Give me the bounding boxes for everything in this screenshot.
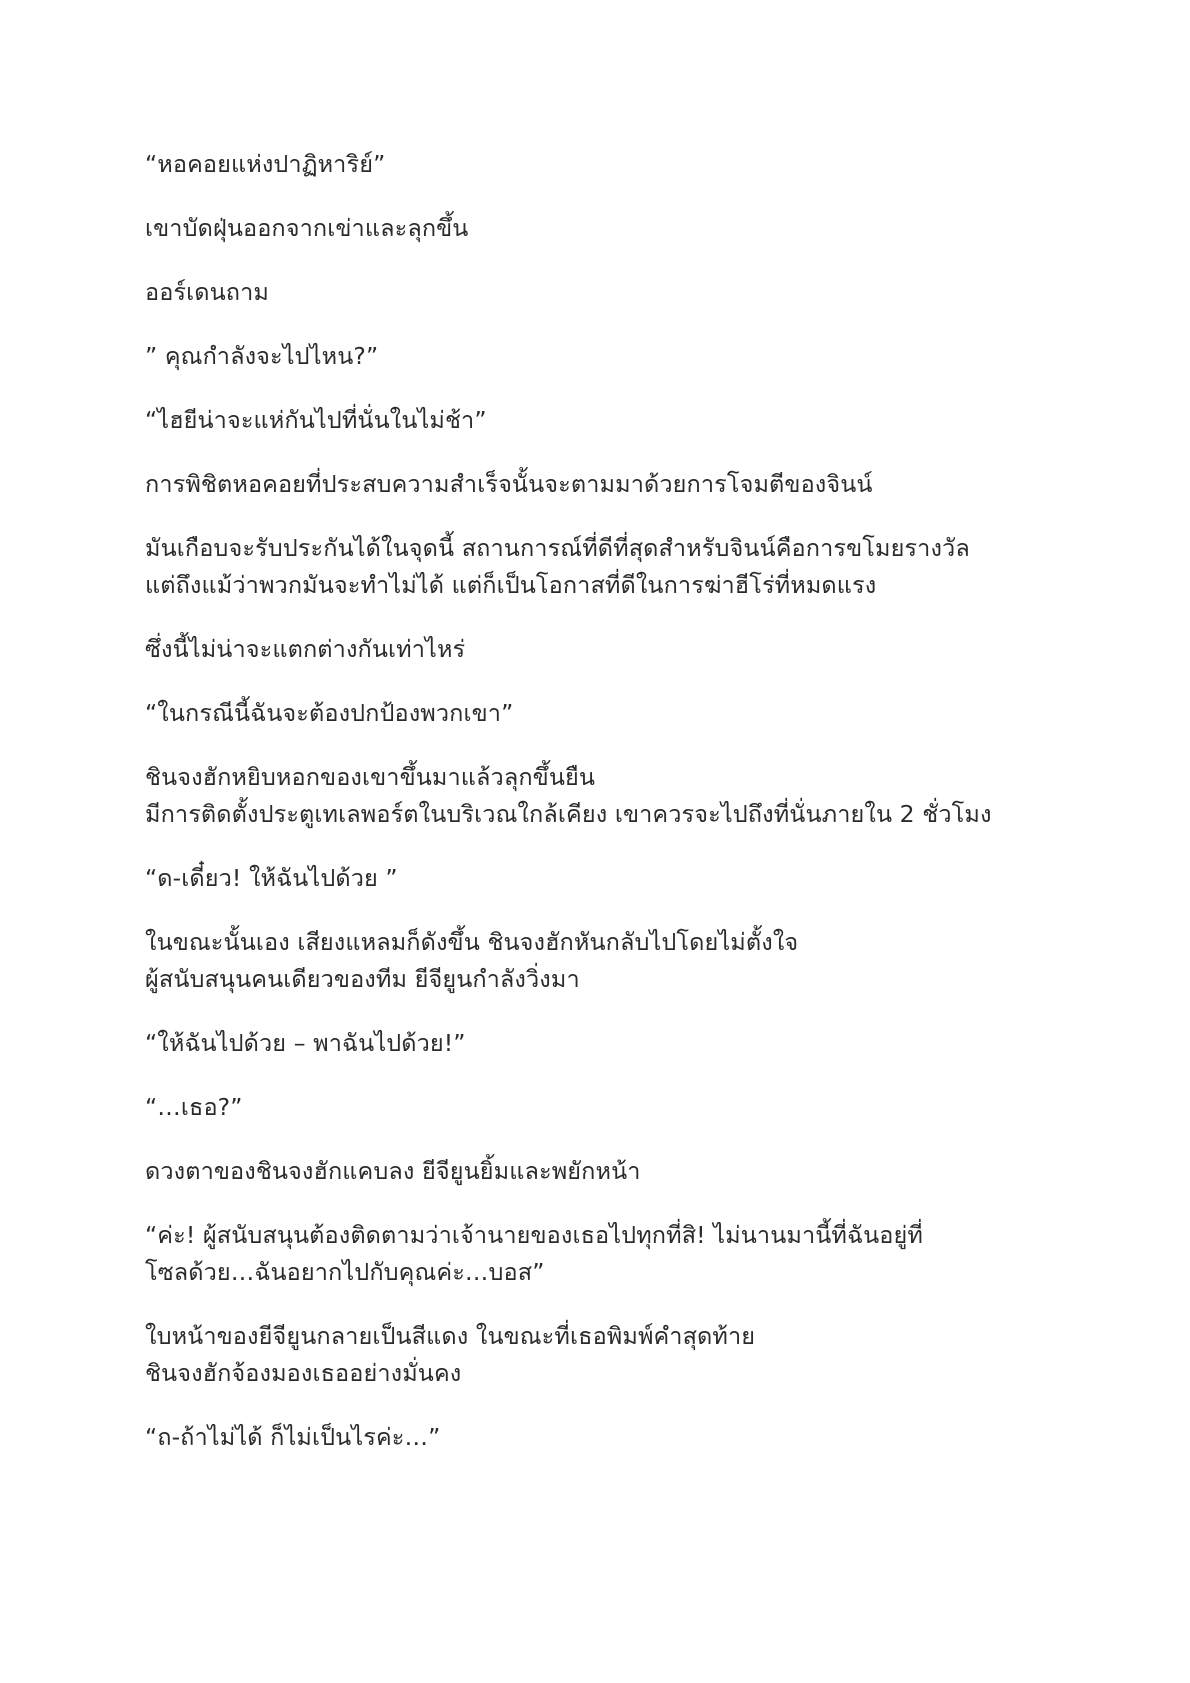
paragraph (145, 146, 1070, 183)
text-line: การพิชิตหอคอยที่ประสบความสำเร็จนั้นจะตามมาด้วยการโจมตีของจินน์ (145, 470, 873, 498)
paragraph (145, 1089, 1070, 1126)
paragraph (145, 1153, 1070, 1190)
paragraph (145, 631, 1070, 668)
text-line: โซลด้วย…ฉันอยากไปกับคุณค่ะ…บอส” (145, 1258, 545, 1286)
paragraph (145, 1419, 1070, 1456)
text-line: ซึ่งนี้ไม่น่าจะแตกต่างกันเท่าไหร่ (145, 635, 466, 663)
text-line: “ให้ฉันไปด้วย – พาฉันไปด้วย!” (145, 1029, 466, 1057)
text-line: ชินจงฮักจ้องมองเธออย่างมั่นคง (145, 1359, 462, 1387)
text-line: มันเกือบจะรับประกันได้ในจุดนี้ สถานการณ์ที่ดีที่สุดสำหรับจินน์คือการขโมยรางวัล (145, 534, 970, 562)
text-line: “ด-เดี๋ยว! ให้ฉันไปด้วย ” (145, 864, 398, 892)
text-line: ใบหน้าของยีจียูนกลายเป็นสีแดง ในขณะที่เธอพิมพ์คำสุดท้าย (145, 1322, 756, 1350)
paragraph (145, 695, 1070, 732)
text-line: แต่ถึงแม้ว่าพวกมันจะทำไม่ได้ แต่ก็เป็นโอกาสที่ดีในการฆ่าฮีโร่ที่หมดแรง (145, 571, 877, 599)
text-line: ในขณะนั้นเอง เสียงแหลมก็ดังขึ้น ชินจงฮักหันกลับไปโดยไม่ตั้งใจ (145, 928, 799, 956)
paragraph (145, 530, 1070, 604)
text-body (145, 146, 1070, 1456)
paragraph (145, 402, 1070, 439)
paragraph (145, 1025, 1070, 1062)
paragraph (145, 1217, 1070, 1291)
text-line: “หอคอยแห่งปาฏิหาริย์” (145, 150, 386, 178)
text-line: มีการติดตั้งประตูเทเลพอร์ตในบริเวณใกล้เคียง เขาควรจะไปถึงที่นั่นภายใน 2 ชั่วโมง (145, 800, 992, 828)
text-line: “…เธอ?” (145, 1093, 243, 1121)
text-line: “ไฮยีน่าจะแห่กันไปที่นั่นในไม่ช้า” (145, 406, 487, 434)
paragraph (145, 466, 1070, 503)
text-line: ชินจงฮักหยิบหอกของเขาขึ้นมาแล้วลุกขึ้นยืน (145, 763, 596, 791)
text-line: ออร์เดนถาม (145, 278, 270, 306)
text-line: “ในกรณีนี้ฉันจะต้องปกป้องพวกเขา” (145, 699, 514, 727)
text-line: เขาบัดฝุ่นออกจากเข่าและลุกขึ้น (145, 214, 469, 242)
text-line: ” คุณกำลังจะไปไหน?” (145, 342, 379, 370)
paragraph (145, 274, 1070, 311)
text-line: ผู้สนับสนุนคนเดียวของทีม ยีจียูนกำลังวิ่งมา (145, 965, 580, 993)
text-line: “ถ-ถ้าไม่ได้ ก็ไม่เป็นไรค่ะ…” (145, 1423, 441, 1451)
paragraph (145, 338, 1070, 375)
paragraph (145, 860, 1070, 897)
text-line: ดวงตาของชินจงฮักแคบลง ยีจียูนยิ้มและพยักหน้า (145, 1157, 641, 1185)
paragraph (145, 924, 1070, 998)
paragraph (145, 1318, 1070, 1392)
paragraph (145, 759, 1070, 833)
text-line: “ค่ะ! ผู้สนับสนุนต้องติดตามว่าเจ้านายของเธอไปทุกที่สิ! ไม่นานมานี้ที่ฉันอยู่ที่ (145, 1221, 923, 1249)
paragraph (145, 210, 1070, 247)
